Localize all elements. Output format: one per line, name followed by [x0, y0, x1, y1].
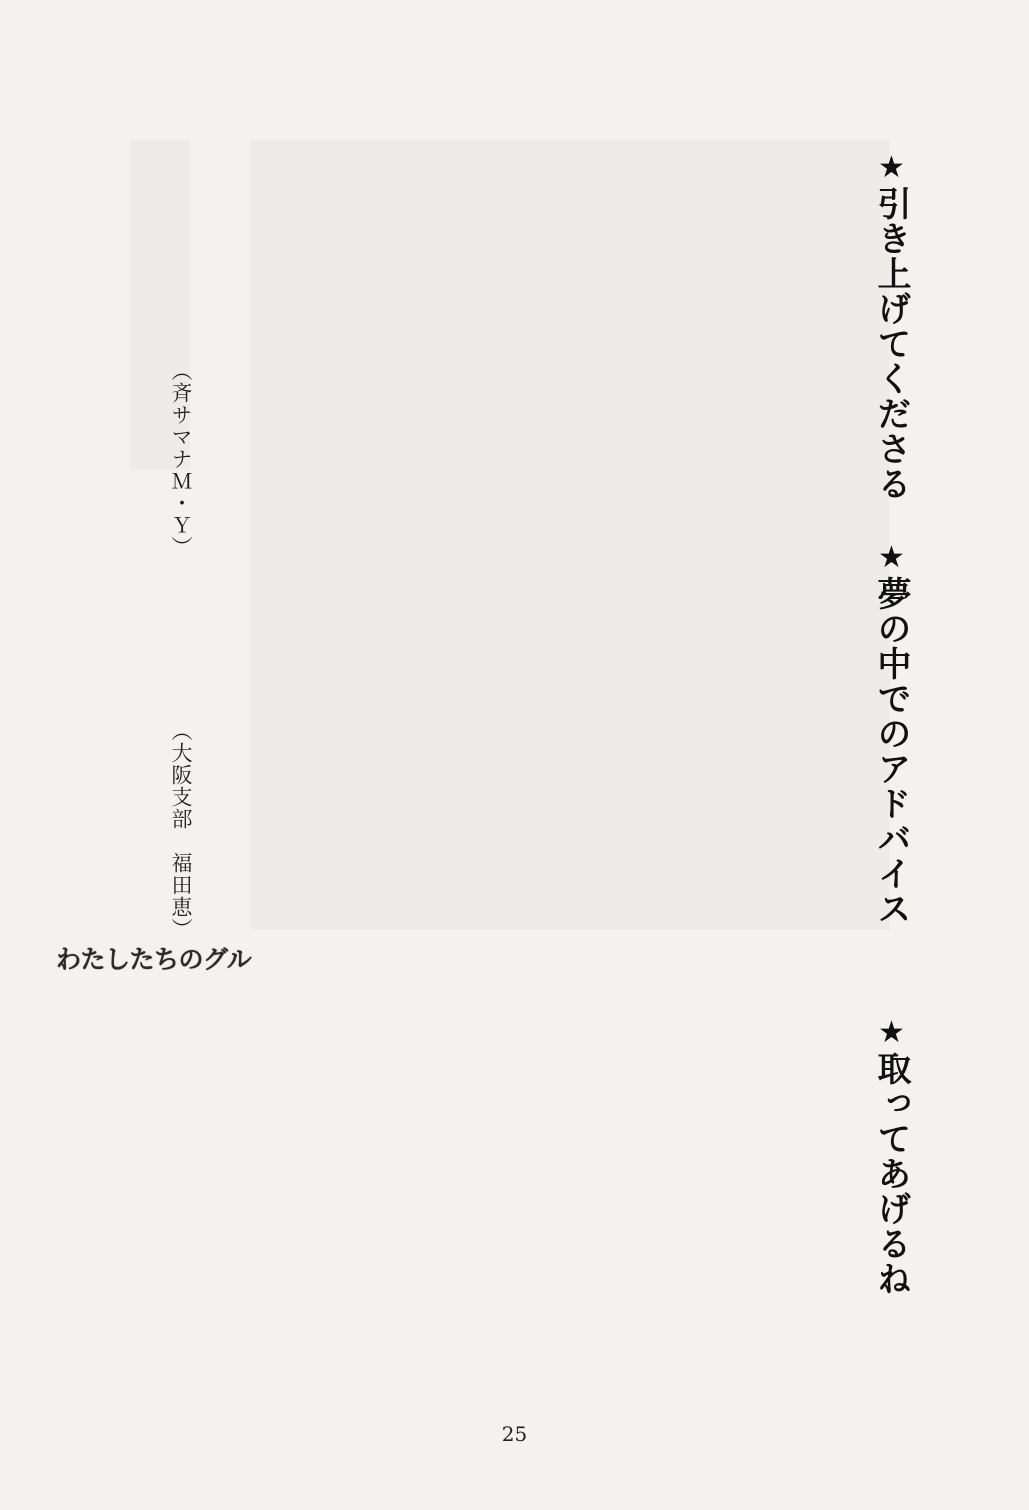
section-heading: [868, 150, 914, 501]
star-icon: ★: [874, 150, 909, 186]
section-signature: （斉サマナＭ・Ｙ）: [169, 360, 193, 558]
section-heading: [868, 1015, 914, 1296]
show-through-shade: [250, 140, 890, 930]
section-title: 取ってあげるね: [871, 1051, 911, 1296]
page-number: 25: [501, 1422, 528, 1446]
column-banner: わたしたちのグル: [56, 945, 252, 974]
section-title: 夢の中でのアドバイス: [871, 576, 911, 926]
section-title: 引き上げてくださる: [871, 186, 911, 501]
section-heading: [868, 540, 914, 926]
star-icon: ★: [874, 1015, 909, 1051]
star-icon: ★: [874, 540, 909, 576]
section-signature: （大阪支部 福田恵）: [169, 720, 193, 940]
